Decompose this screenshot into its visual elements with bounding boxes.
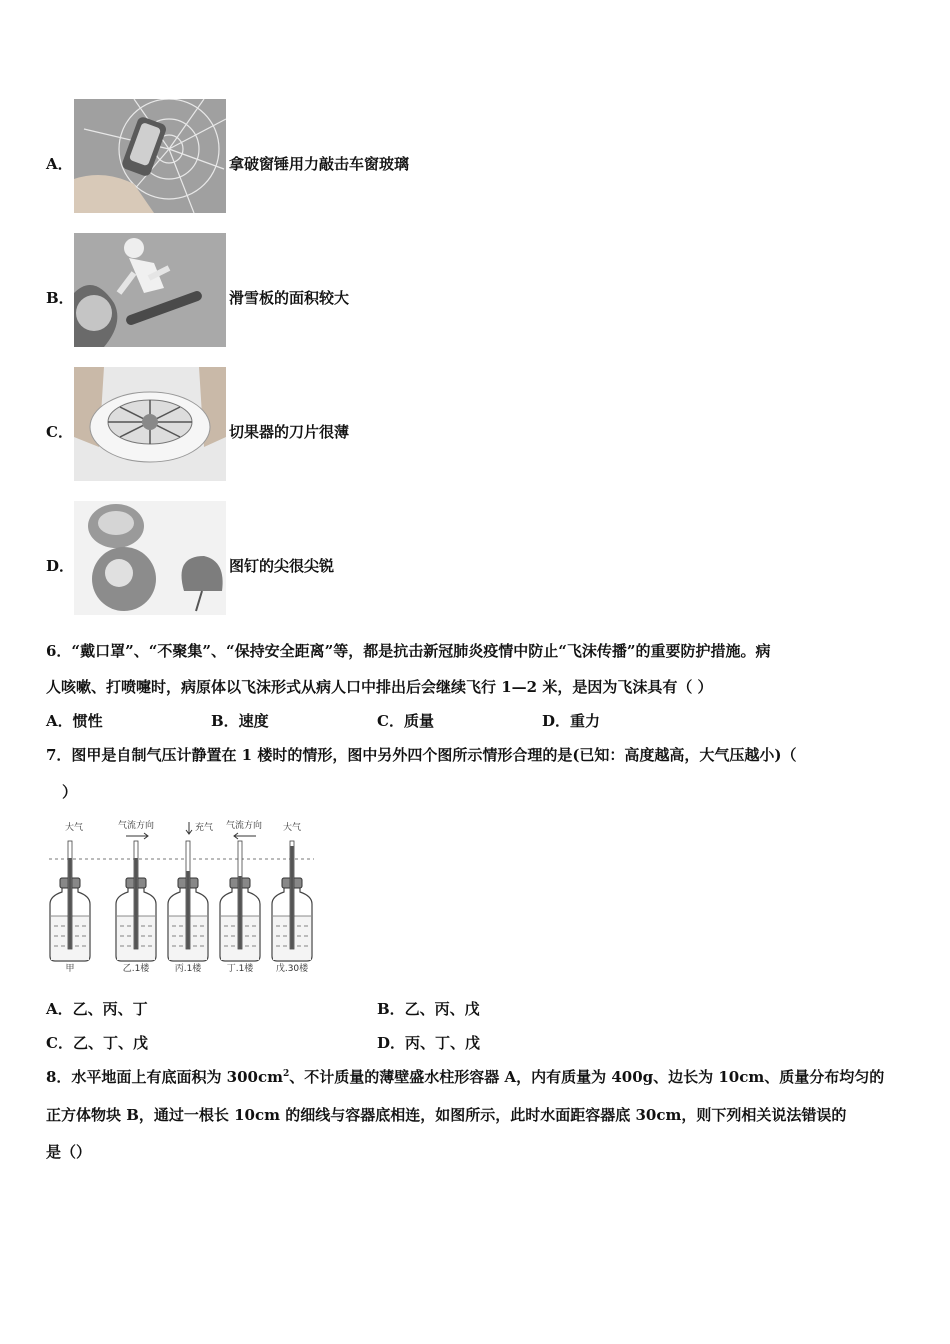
inflate-arrow-down [186,822,192,834]
option-a-text: 拿破窗锤用力敲击车窗玻璃 [229,155,410,173]
snowboard-photo [74,233,226,347]
label-bottom-3: 丁.1楼 [226,964,254,974]
label-bottom-0: 甲 [65,964,75,974]
q8-line1: 8．水平地面上有底面积为 $300cm^2$、不计质量的薄壁盛水柱形容器 A，内有质量为 400g、边长为 10cm、质量分布均匀的 [46,1068,885,1086]
label-top-0: 大气 [64,823,84,833]
q6-line2: 人咳嗽、打喷嚏时，病原体以飞沫形式从病人口中排出后会继续飞行 1—2 米，是因为飞沫具有（ ） [46,678,713,696]
airflow-arrow-right [126,833,148,839]
label-bottom-1: 乙.1楼 [122,964,150,974]
q7-choice-c: C．乙、丁、戊 [46,1034,148,1052]
q7-choice-d: D．丙、丁、戊 [377,1034,481,1052]
glass-hammer-photo [74,99,226,213]
label-top-3: 气流方向 [225,821,263,831]
option-b-letter: B． [46,289,74,307]
option-a-letter: A． [46,155,73,173]
label-top-4: 大气 [282,823,302,833]
label-top-2: 充气 [194,823,214,833]
fruit-cutter-photo [74,367,226,481]
label-top-1: 气流方向 [117,821,155,831]
airflow-arrow-left [234,833,256,839]
option-d-letter: D． [46,557,75,575]
label-bottom-2: 丙.1楼 [174,964,202,974]
q8-line2: 正方体物块 B，通过一根长 10cm 的细线与容器底相连，如图所示，此时水面距容器底 30cm，则下列相关说法错误的 [46,1106,847,1124]
q6-choice-d: D．重力 [542,712,601,730]
q7-choice-b: B．乙、丙、戊 [377,1000,480,1018]
q7-line2: ） [62,783,78,801]
option-b-text: 滑雪板的面积较大 [229,289,350,307]
q6-choice-c: C．质量 [377,712,434,730]
q6-choice-b: B．速度 [211,712,269,730]
q7-line1: 7．图甲是自制气压计静置在 1 楼时的情形，图中另外四个图所示情形合理的是(已知：高度越高，大气压越小)（ [46,746,797,764]
option-c-text: 切果器的刀片很薄 [229,423,350,441]
barometer-figure [44,816,319,976]
option-c-letter: C． [46,423,73,441]
q6-line1: 6．“戴口罩”、“不聚集”、“保持安全距离”等，都是抗击新冠肺炎疫情中防止“飞沫传播”的重要防护措施。病 [46,642,771,660]
q6-choice-a: A．惯性 [46,712,103,730]
option-d-text: 图钉的尖很尖锐 [229,557,335,575]
label-bottom-4: 戊.30楼 [275,964,309,974]
q8-line3: 是（） [46,1143,92,1161]
thumbtack-photo [74,501,226,615]
q7-choice-a: A．乙、丙、丁 [46,1000,148,1018]
